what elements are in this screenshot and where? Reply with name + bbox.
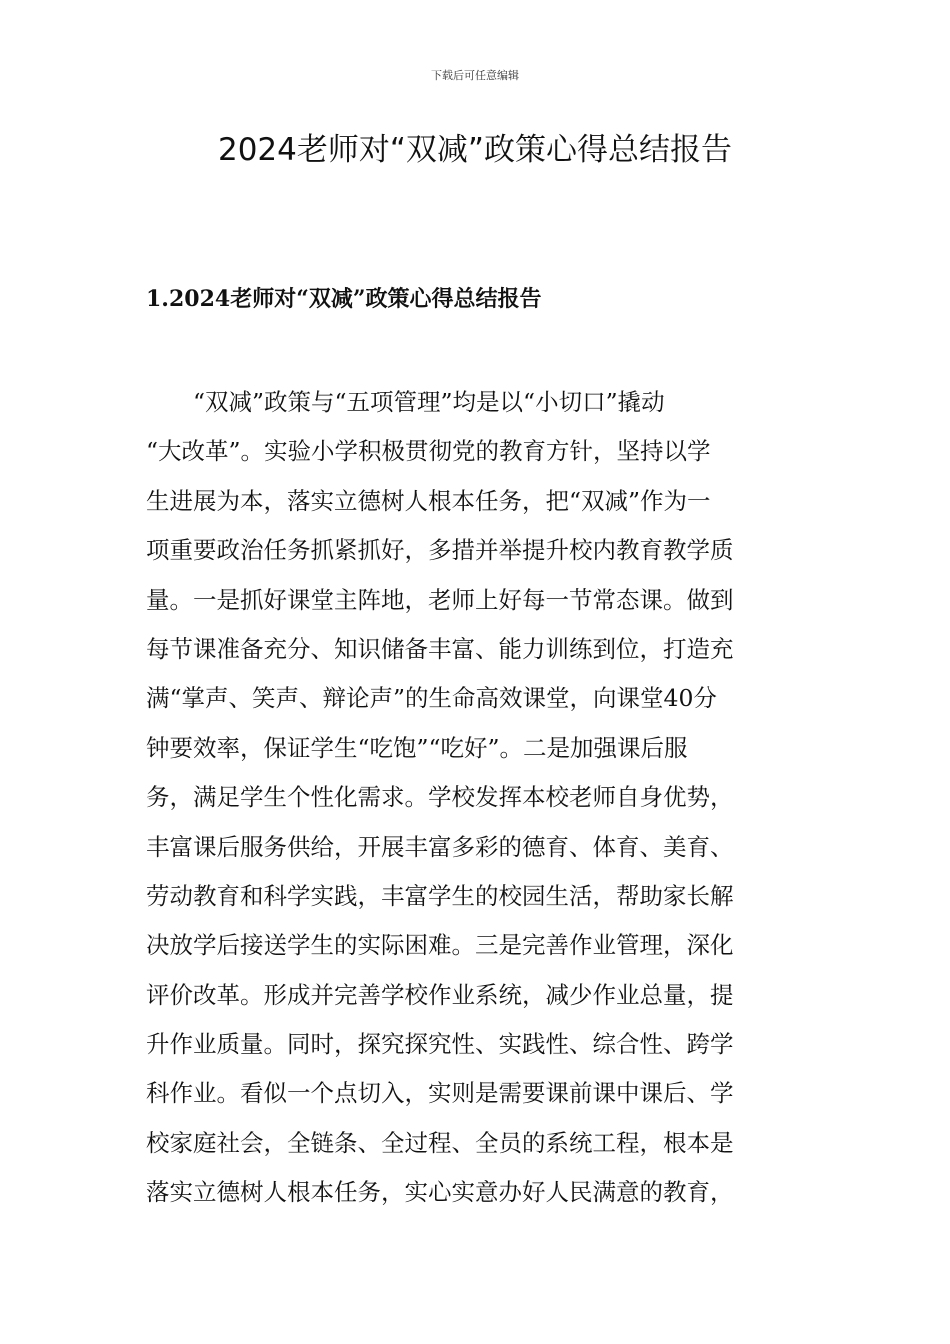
body-line: “双减”政策与“五项管理”均是以“小切口”撬动 bbox=[193, 388, 665, 416]
header-note: 下载后可任意编辑 bbox=[431, 69, 519, 82]
body-line: 科作业。看似一个点切入，实则是需要课前课中课后、学 bbox=[146, 1079, 734, 1108]
body-line: 钟要效率，保证学生“吃饱”“吃好”。二是加强课后服 bbox=[146, 733, 688, 762]
document-title: 2024老师对“双减”政策心得总结报告 bbox=[217, 132, 732, 168]
body-line: “大改革”。实验小学积极贯彻党的教育方针，坚持以学 bbox=[146, 437, 711, 466]
body-line: 丰富课后服务供给，开展丰富多彩的德育、体育、美育、 bbox=[146, 832, 734, 861]
body-paragraph bbox=[146, 378, 806, 1218]
body-line: 每节课准备充分、知识储备丰富、能力训练到位，打造充 bbox=[146, 634, 734, 663]
section-heading: 1.2024老师对“双减”政策心得总结报告 bbox=[146, 286, 542, 312]
body-line: 校家庭社会，全链条、全过程、全员的系统工程，根本是 bbox=[146, 1128, 734, 1157]
body-line: 量。一是抓好课堂主阵地，老师上好每一节常态课。做到 bbox=[146, 585, 734, 614]
body-line: 决放学后接送学生的实际困难。三是完善作业管理，深化 bbox=[146, 931, 734, 960]
body-line: 评价改革。形成并完善学校作业系统，减少作业总量，提 bbox=[146, 980, 734, 1009]
body-line: 项重要政治任务抓紧抓好，多措并举提升校内教育教学质 bbox=[146, 536, 734, 565]
body-line: 落实立德树人根本任务，实心实意办好人民满意的教育， bbox=[146, 1178, 734, 1207]
body-line: 生进展为本，落实立德树人根本任务，把“双减”作为一 bbox=[146, 486, 711, 515]
body-line: 劳动教育和科学实践，丰富学生的校园生活，帮助家长解 bbox=[146, 881, 734, 910]
body-line: 满“掌声、笑声、辩论声”的生命高效课堂，向课堂40分 bbox=[146, 684, 717, 713]
body-line: 升作业质量。同时，探究探究性、实践性、综合性、跨学 bbox=[146, 1030, 734, 1059]
body-line: 务，满足学生个性化需求。学校发挥本校老师自身优势， bbox=[146, 783, 734, 812]
